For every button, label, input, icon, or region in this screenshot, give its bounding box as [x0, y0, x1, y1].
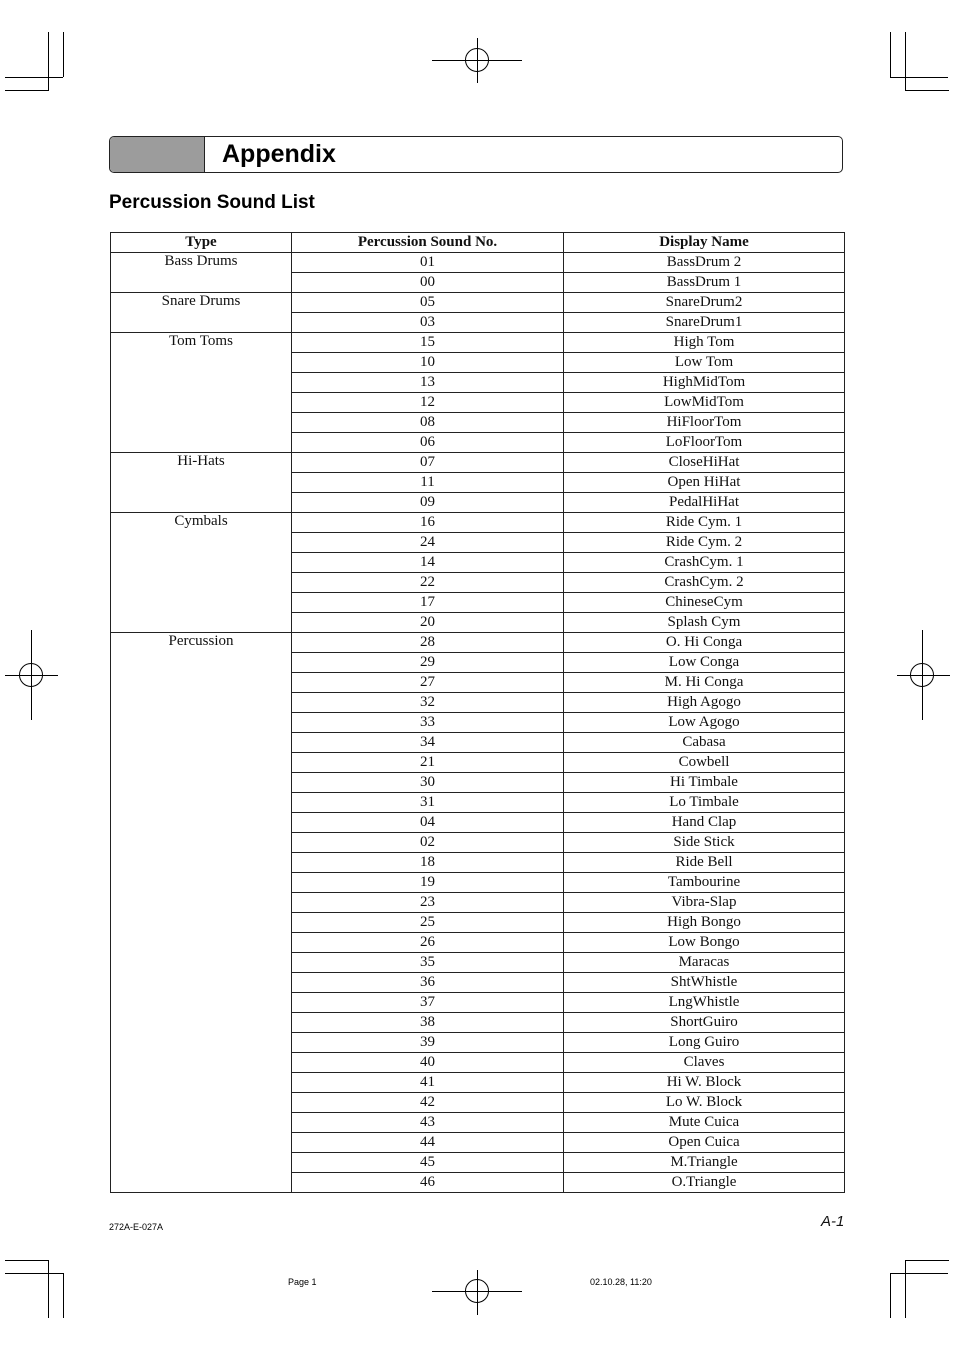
cell-sound-no: 44 [292, 1133, 564, 1153]
cell-display-name: Open HiHat [564, 473, 845, 493]
cell-display-name: SnareDrum1 [564, 313, 845, 333]
cell-display-name: BassDrum 1 [564, 273, 845, 293]
table-row [111, 253, 845, 273]
page-label: Page 1 [288, 1277, 317, 1287]
cell-sound-no: 03 [292, 313, 564, 333]
cell-sound-no: 05 [292, 293, 564, 313]
cell-display-name: ShtWhistle [564, 973, 845, 993]
cell-sound-no: 45 [292, 1153, 564, 1173]
column-header-type: Type [111, 233, 292, 253]
cell-display-name: M.Triangle [564, 1153, 845, 1173]
cell-display-name: Mute Cuica [564, 1113, 845, 1133]
page-title: Appendix [222, 140, 336, 168]
cell-sound-no: 08 [292, 413, 564, 433]
cell-display-name: Maracas [564, 953, 845, 973]
cell-display-name: Ride Cym. 1 [564, 513, 845, 533]
cell-sound-no: 17 [292, 593, 564, 613]
cell-sound-no: 29 [292, 653, 564, 673]
cell-display-name: CrashCym. 1 [564, 553, 845, 573]
cell-display-name: Ride Bell [564, 853, 845, 873]
cell-sound-no: 27 [292, 673, 564, 693]
cell-display-name: SnareDrum2 [564, 293, 845, 313]
cell-sound-no: 42 [292, 1093, 564, 1113]
cell-display-name: Low Conga [564, 653, 845, 673]
cell-sound-no: 37 [292, 993, 564, 1013]
cell-display-name: Vibra-Slap [564, 893, 845, 913]
cell-type: Cymbals [111, 513, 292, 633]
cell-type: Hi-Hats [111, 453, 292, 513]
cell-sound-no: 24 [292, 533, 564, 553]
cell-display-name: HiFloorTom [564, 413, 845, 433]
cell-sound-no: 16 [292, 513, 564, 533]
cell-display-name: Hi Timbale [564, 773, 845, 793]
cell-display-name: HighMidTom [564, 373, 845, 393]
cell-display-name: O. Hi Conga [564, 633, 845, 653]
cell-display-name: LowMidTom [564, 393, 845, 413]
cell-sound-no: 39 [292, 1033, 564, 1053]
cell-sound-no: 02 [292, 833, 564, 853]
cell-display-name: Cowbell [564, 753, 845, 773]
print-timestamp: 02.10.28, 11:20 [590, 1277, 652, 1287]
document-code: 272A-E-027A [109, 1222, 164, 1232]
cell-type: Percussion [111, 633, 292, 1193]
column-header-sound-no: Percussion Sound No. [292, 233, 564, 253]
cell-sound-no: 13 [292, 373, 564, 393]
table-header-row [111, 233, 845, 253]
cell-sound-no: 18 [292, 853, 564, 873]
cell-display-name: ShortGuiro [564, 1013, 845, 1033]
cell-sound-no: 40 [292, 1053, 564, 1073]
cell-display-name: CloseHiHat [564, 453, 845, 473]
table-row [111, 453, 845, 473]
cell-sound-no: 26 [292, 933, 564, 953]
cell-display-name: LoFloorTom [564, 433, 845, 453]
cell-display-name: High Tom [564, 333, 845, 353]
cell-type: Bass Drums [111, 253, 292, 293]
cell-display-name: Long Guiro [564, 1033, 845, 1053]
cell-display-name: Side Stick [564, 833, 845, 853]
cell-display-name: Low Tom [564, 353, 845, 373]
cell-display-name: Low Bongo [564, 933, 845, 953]
cell-display-name: Lo Timbale [564, 793, 845, 813]
cell-sound-no: 06 [292, 433, 564, 453]
cell-display-name: BassDrum 2 [564, 253, 845, 273]
cell-sound-no: 11 [292, 473, 564, 493]
cell-display-name: Claves [564, 1053, 845, 1073]
cell-display-name: PedalHiHat [564, 493, 845, 513]
cell-sound-no: 36 [292, 973, 564, 993]
cell-sound-no: 30 [292, 773, 564, 793]
cell-display-name: Hi W. Block [564, 1073, 845, 1093]
cell-sound-no: 33 [292, 713, 564, 733]
cell-sound-no: 09 [292, 493, 564, 513]
cell-display-name: Open Cuica [564, 1133, 845, 1153]
cell-display-name: High Bongo [564, 913, 845, 933]
cell-sound-no: 07 [292, 453, 564, 473]
cell-display-name: LngWhistle [564, 993, 845, 1013]
cell-display-name: Low Agogo [564, 713, 845, 733]
cell-sound-no: 25 [292, 913, 564, 933]
cell-sound-no: 31 [292, 793, 564, 813]
cell-sound-no: 12 [292, 393, 564, 413]
cell-sound-no: 35 [292, 953, 564, 973]
cell-sound-no: 22 [292, 573, 564, 593]
cell-display-name: High Agogo [564, 693, 845, 713]
cell-display-name: CrashCym. 2 [564, 573, 845, 593]
cell-type: Tom Toms [111, 333, 292, 453]
cell-type: Snare Drums [111, 293, 292, 333]
table-row [111, 293, 845, 313]
cell-sound-no: 20 [292, 613, 564, 633]
table-body [111, 253, 845, 1193]
cell-sound-no: 00 [292, 273, 564, 293]
cell-display-name: Cabasa [564, 733, 845, 753]
cell-display-name: ChineseCym [564, 593, 845, 613]
cell-sound-no: 34 [292, 733, 564, 753]
cell-sound-no: 43 [292, 1113, 564, 1133]
cell-display-name: M. Hi Conga [564, 673, 845, 693]
appendix-header-bar [109, 136, 843, 173]
section-title: Percussion Sound List [109, 192, 315, 213]
cell-sound-no: 15 [292, 333, 564, 353]
cell-display-name: Hand Clap [564, 813, 845, 833]
cell-display-name: Ride Cym. 2 [564, 533, 845, 553]
column-header-display-name: Display Name [564, 233, 845, 253]
page-number: A-1 [821, 1213, 845, 1230]
cell-display-name: Splash Cym [564, 613, 845, 633]
cell-sound-no: 04 [292, 813, 564, 833]
cell-sound-no: 10 [292, 353, 564, 373]
cell-display-name: Tambourine [564, 873, 845, 893]
table-row [111, 633, 845, 653]
cell-display-name: O.Triangle [564, 1173, 845, 1193]
cell-sound-no: 38 [292, 1013, 564, 1033]
header-tab [110, 137, 205, 172]
cell-sound-no: 19 [292, 873, 564, 893]
cell-sound-no: 01 [292, 253, 564, 273]
cell-sound-no: 46 [292, 1173, 564, 1193]
table-row [111, 333, 845, 353]
cell-sound-no: 41 [292, 1073, 564, 1093]
cell-sound-no: 28 [292, 633, 564, 653]
cell-sound-no: 14 [292, 553, 564, 573]
cell-display-name: Lo W. Block [564, 1093, 845, 1113]
percussion-sound-table [110, 232, 845, 1193]
cell-sound-no: 23 [292, 893, 564, 913]
cell-sound-no: 21 [292, 753, 564, 773]
table-row [111, 513, 845, 533]
cell-sound-no: 32 [292, 693, 564, 713]
